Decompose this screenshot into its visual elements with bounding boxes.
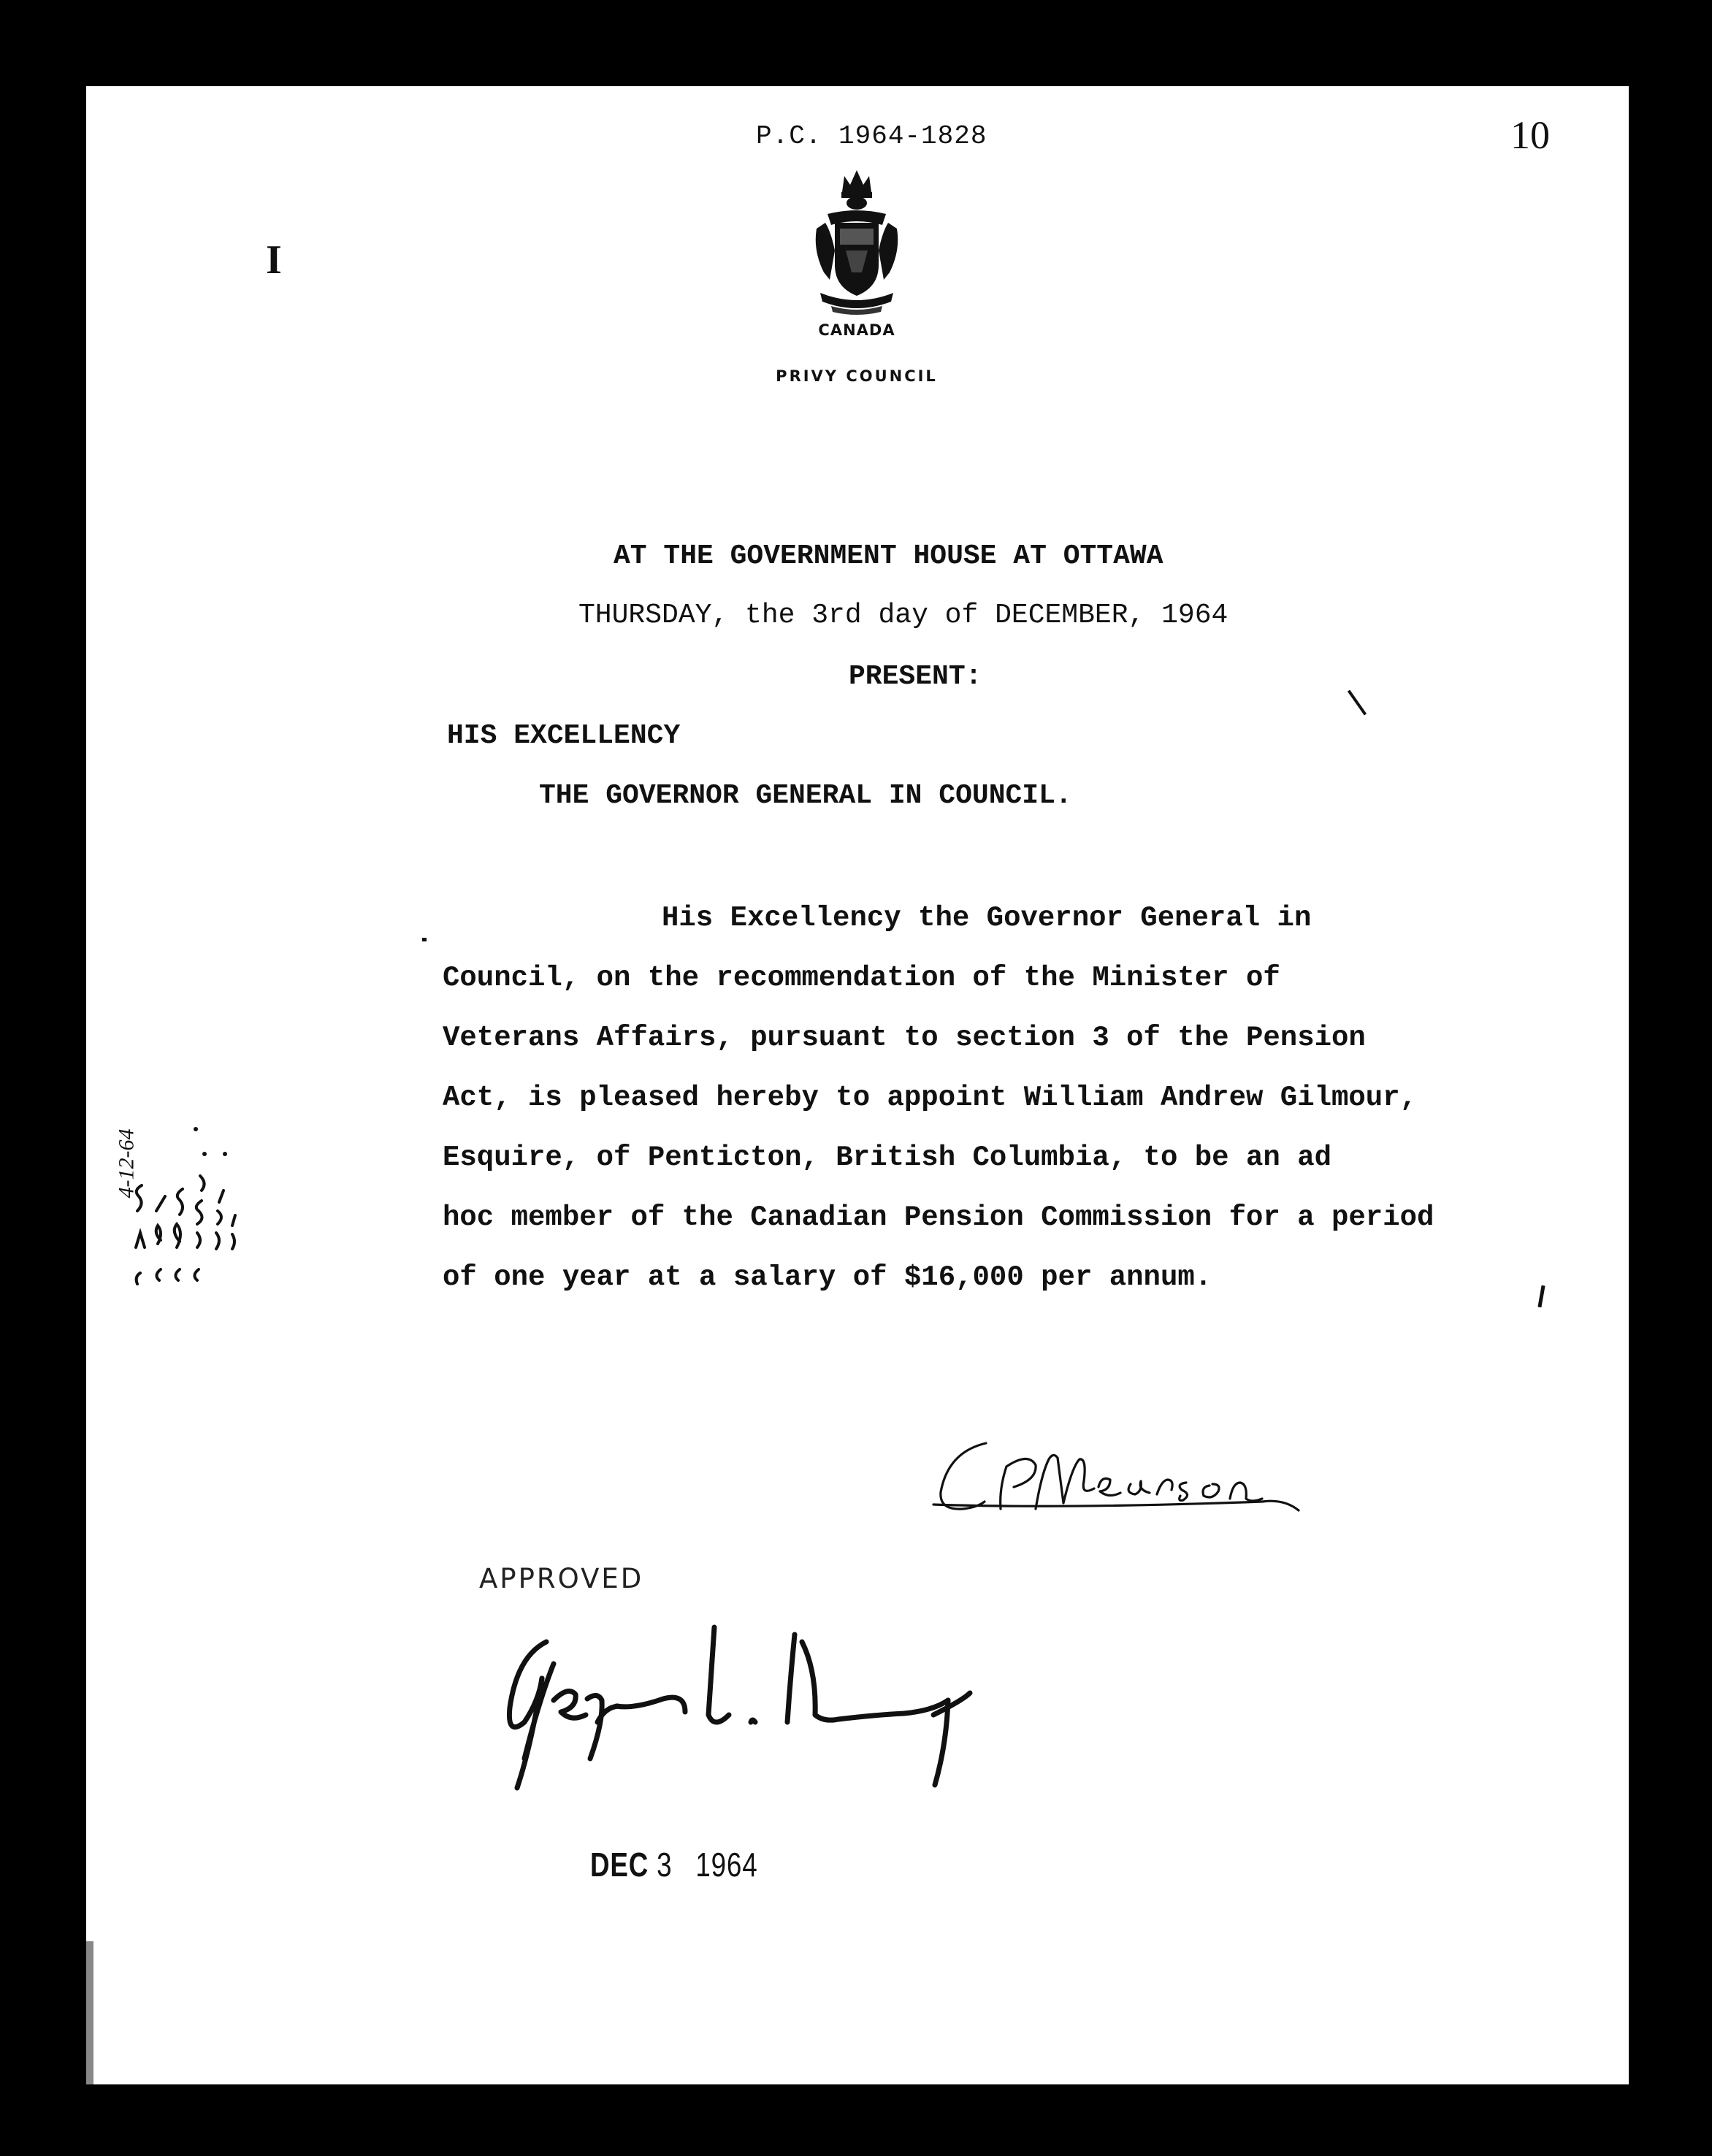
stamp-day: 3 <box>657 1846 673 1884</box>
privy-council-label: PRIVY COUNCIL <box>776 367 938 385</box>
meeting-date: THURSDAY, the 3rd day of DECEMBER, 1964 <box>578 600 1228 631</box>
meeting-place: AT THE GOVERNMENT HOUSE AT OTTAWA <box>614 540 1163 572</box>
handwritten-distribution-notes-icon <box>115 919 240 1328</box>
margin-date-note: 4-12-64 <box>114 1128 139 1199</box>
scan-speck <box>1537 1285 1545 1307</box>
order-line: Act, is pleased hereby to appoint William Andrew Gilmour, <box>443 1082 1418 1114</box>
scan-edge <box>86 1941 93 2084</box>
order-line: hoc member of the Canadian Pension Commission for a period <box>443 1201 1434 1234</box>
handwritten-mark: I <box>266 237 282 283</box>
order-line: His Excellency the Governor General in <box>662 902 1312 934</box>
order-line: Esquire, of Penticton, British Columbia, to be an ad <box>443 1142 1331 1174</box>
scan-speck <box>422 938 427 941</box>
prime-minister-signature <box>919 1423 1328 1532</box>
page-number: 10 <box>1510 113 1550 157</box>
order-number: P.C. 1964-1828 <box>756 121 987 151</box>
governor-general-signature <box>495 1613 1050 1803</box>
canada-coat-of-arms-icon <box>809 163 904 316</box>
stamp-month: DEC <box>590 1846 649 1884</box>
present-label: PRESENT: <box>849 661 982 692</box>
order-line: Veterans Affairs, pursuant to section 3 of the Pension <box>443 1022 1366 1054</box>
canada-label: CANADA <box>818 321 895 339</box>
stamp-year: 1964 <box>695 1846 758 1884</box>
scan-speck <box>1348 689 1367 715</box>
order-line: Council, on the recommendation of the Minister of <box>443 962 1280 994</box>
date-stamp <box>590 1845 757 1884</box>
his-excellency-label: HIS EXCELLENCY <box>447 720 681 752</box>
council-label: THE GOVERNOR GENERAL IN COUNCIL. <box>539 780 1072 811</box>
document-page <box>86 86 1629 2084</box>
order-line: of one year at a salary of $16,000 per annum. <box>443 1261 1212 1293</box>
approved-label: APPROVED <box>479 1563 644 1594</box>
